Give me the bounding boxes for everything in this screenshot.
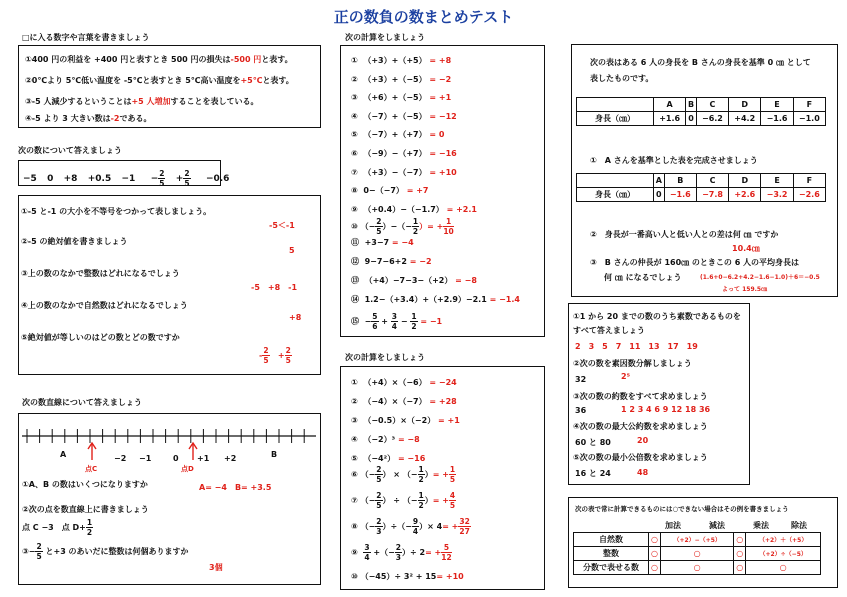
height-table: A B C D E F 身長（㎝） +1.6 0 −6.2 +4.2 −1.6 −1.0 bbox=[576, 97, 826, 126]
closure-table: 自然数 ○ （+2）−（+5） ○ （+2）＋（+5） 整数 ○ ○ ○ （+2）÷（−5） 分数で表せる数 ○ ○ ○ ○ bbox=[573, 532, 821, 575]
s2-heading: 次の数について答えましょう bbox=[18, 146, 122, 155]
calc-item: ⑫ 9−7−6+2 = −2 bbox=[351, 257, 432, 266]
q5: ⑤絶対値が等しいのはどの数とどの数ですか bbox=[21, 333, 180, 342]
calc-item: ③ （−0.5）×（−2） = +1 bbox=[351, 416, 460, 425]
calc-item: ③ （+6）+（−5） = +1 bbox=[351, 93, 452, 103]
s6-a3b: よって 159.5㎝ bbox=[722, 286, 768, 293]
calc-item: ⑥ （−9）−（+7） = −16 bbox=[351, 149, 457, 158]
fraction: $\frac{2}{5}$ bbox=[184, 169, 190, 188]
s7-a4: 20 bbox=[637, 436, 649, 445]
s7-n2: 32 bbox=[575, 375, 587, 384]
calc-item: ④ （−7）+（−5） = −12 bbox=[351, 111, 457, 121]
s6-a3a: (1.6+0−6.2+4.2−1.6−1.0)＋6＝−0.5 bbox=[700, 274, 820, 281]
s7-q1a: ①1 から 20 までの数のうち素数であるものを bbox=[573, 312, 741, 321]
s6-q1: ① A さんを基準とした表を完成させましょう bbox=[590, 156, 758, 165]
q4: ④上の数のなかで自然数はどれになるでしょう bbox=[21, 301, 188, 310]
nl-points: 点 C −3 点 D+ $\frac{1}{2}$ bbox=[22, 518, 93, 537]
calc2-box bbox=[340, 366, 545, 590]
s7-q3: ③次の数の約数をすべて求めましょう bbox=[573, 392, 708, 401]
s6-a2: 10.4㎝ bbox=[732, 244, 760, 253]
s2-questions-box bbox=[18, 195, 321, 375]
a5: - $\frac{2}{5}$ + $\frac{2}{5}$ bbox=[259, 346, 291, 365]
label-d: 点D bbox=[181, 465, 194, 473]
calc2-item-8: ⑧ （− $\frac{2}{3}$ ）÷（− $\frac{9}{4}$ ）× 4= + $\frac{32}{27}$ bbox=[351, 517, 470, 536]
s1-line3: ③-5 人減少するということは+5 人増加することを表している。 bbox=[25, 97, 259, 106]
s6-q3b: 何 ㎝ になるでしょう bbox=[604, 273, 682, 282]
s6-q2: ② 身長が一番高い人と低い人との差は何 ㎝ ですか bbox=[590, 230, 779, 239]
label-minus2: −2 bbox=[114, 454, 127, 463]
fraction: $\frac{2}{5}$ bbox=[159, 169, 165, 188]
col-div: 除法 bbox=[791, 521, 807, 530]
calc1-item-15: ⑮ − $\frac{5}{6}$ + $\frac{3}{4}$ − $\frac{1}{2}$ = −1 bbox=[351, 312, 443, 331]
label-minus1: −1 bbox=[139, 454, 152, 463]
calc-item: ⑨ （+0.4）−（−1.7） = +2.1 bbox=[351, 204, 477, 214]
label-c: 点C bbox=[85, 465, 98, 473]
label-a: A bbox=[60, 450, 67, 459]
label-plus1: +1 bbox=[197, 454, 210, 463]
s7-n4: 60 と 80 bbox=[575, 438, 611, 447]
height-table-a: A B C D E F 身長（㎝） 0 −1.6 −7.8 +2.6 −3.2 −2.6 bbox=[576, 173, 826, 202]
s7-q2: ②次の数を素因数分解しましょう bbox=[573, 359, 692, 368]
calc-item: ⑤ （−7）+（+7） = 0 bbox=[351, 130, 445, 140]
calc2-item-10: ⑩ （−45）÷ 3² + 15= +10 bbox=[351, 572, 464, 581]
closure-box bbox=[568, 497, 838, 588]
label-zero: 0 bbox=[173, 454, 179, 463]
col-add: 加法 bbox=[665, 521, 681, 530]
s7-a2: 2⁵ bbox=[621, 372, 631, 381]
s7-q5: ⑤次の数の最小公倍数を求めましょう bbox=[573, 453, 708, 462]
calc-item: ⑦ （+3）−（−7） = +10 bbox=[351, 167, 457, 177]
a2: 5 bbox=[289, 246, 295, 255]
nl-a3: 3個 bbox=[209, 563, 223, 572]
s7-n3: 36 bbox=[575, 406, 587, 415]
s4-heading: 次の計算をしましょう bbox=[345, 33, 425, 42]
s7-n5: 16 と 24 bbox=[575, 469, 611, 478]
calc-item: ④ （−2）³ = −8 bbox=[351, 435, 420, 444]
s1-box bbox=[18, 45, 321, 128]
s6-intro2: 表したものです。 bbox=[590, 74, 654, 83]
number-list: −5 0 +8 +0.5 −1 − $\frac{2}{5}$ + $\frac{2}{5}$ −0.6 bbox=[23, 169, 230, 188]
s7-a5: 48 bbox=[637, 468, 649, 477]
calc2-item-9: ⑨ $\frac{3}{4}$ +（− $\frac{2}{3}$ ）÷ 2= + $\frac{5}{12}$ bbox=[351, 543, 452, 562]
s7-a3: 1 2 3 4 6 9 12 18 36 bbox=[621, 405, 711, 414]
calc-item: ⑪ +3−7 = −4 bbox=[351, 238, 414, 247]
s6-intro1: 次の表はある 6 人の身長を B さんの身長を基準 0 ㎝ として bbox=[590, 58, 811, 67]
nl-q3: ③− $\frac{2}{5}$ と+3 のあいだに整数は何個ありますか bbox=[22, 542, 189, 561]
col-mul: 乗法 bbox=[753, 521, 769, 530]
s1-line2: ②0℃より 5℃低い温度を -5℃と表すとき 5℃高い温度を+5℃と表す。 bbox=[25, 76, 294, 85]
q2: ②-5 の絶対値を書きましょう bbox=[21, 237, 128, 246]
nl-q2: ②次の点を数直線上に書きましょう bbox=[22, 505, 149, 514]
calc-item: ① （+4）×（−6） = −24 bbox=[351, 378, 457, 387]
a4: +8 bbox=[289, 313, 302, 322]
q3: ③上の数のなかで整数はどれになるでしょう bbox=[21, 269, 180, 278]
calc-item: ⑬ （+4）−7−3−（+2） = −8 bbox=[351, 276, 477, 285]
calc-item: ⑤ （−4²） = −16 bbox=[351, 454, 426, 463]
nl-q1: ①A、B の数はいくつになりますか bbox=[22, 480, 148, 489]
nl-a1: A= −4 B= +3.5 bbox=[199, 483, 272, 492]
s5-heading: 次の計算をしましょう bbox=[345, 353, 425, 362]
label-plus2: +2 bbox=[224, 454, 237, 463]
numberline-box bbox=[18, 413, 321, 585]
primes-box bbox=[568, 303, 750, 485]
s3-heading: 次の数直線について答えましょう bbox=[22, 398, 142, 407]
numbers-box bbox=[18, 160, 230, 188]
s6-q3a: ③ B さんの仲長が 160㎝ のときこの 6 人の平均身長は bbox=[590, 258, 800, 267]
s1-heading: □に入る数字や言葉を書きましょう bbox=[22, 33, 150, 42]
a1: -5＜-1 bbox=[269, 221, 295, 230]
page-title: 正の数負の数まとめテスト bbox=[333, 8, 514, 26]
calc-item: ② （+3）+（−5） = −2 bbox=[351, 74, 452, 84]
s7-q4: ④次の数の最大公約数を求めましょう bbox=[573, 422, 708, 431]
calc1-item-10: ⑩ （− $\frac{2}{5}$ ）−（− $\frac{1}{2}$ ）= + $\frac{1}{10}$ bbox=[351, 217, 454, 236]
label-b: B bbox=[271, 450, 278, 459]
q1: ①-5 と-1 の大小を不等号をつかって表しましょう。 bbox=[21, 207, 212, 216]
s7-q1b: すべて答えましょう bbox=[573, 326, 645, 335]
calc-item: ① （+3）+（+5） = +8 bbox=[351, 56, 452, 65]
calc-item: ⑧ 0−（−7） = +7 bbox=[351, 186, 429, 196]
calc1-box bbox=[340, 45, 545, 337]
s7-a1: 2 3 5 7 11 13 17 19 bbox=[575, 342, 698, 351]
col-sub: 減法 bbox=[709, 521, 725, 530]
number-line bbox=[19, 414, 320, 474]
s1-line1: ①400 円の利益を +400 円と表すとき 500 円の損失は-500 円と表す。 bbox=[25, 55, 293, 64]
height-box bbox=[571, 44, 838, 297]
calc-item: ⑭ 1.2−（+3.4）+（+2.9）−2.1 = −1.4 bbox=[351, 295, 520, 304]
calc2-item-7: ⑦ （− $\frac{2}{5}$ ） ÷ （− $\frac{1}{2}$ ）= + $\frac{4}{5}$ bbox=[351, 491, 456, 510]
s8-heading: 次の表で常に計算できるものには○できない場合はその例を書きましょう bbox=[575, 505, 789, 513]
calc2-item-6: ⑥ （− $\frac{2}{5}$ ） × （− $\frac{1}{2}$ ）= + $\frac{1}{5}$ bbox=[351, 465, 456, 484]
calc-item: ② （−4）×（−7） = +28 bbox=[351, 397, 457, 406]
s1-line4: ④-5 より 3 大きい数は-2である。 bbox=[25, 114, 152, 123]
a3: -5 +8 -1 bbox=[251, 283, 298, 292]
